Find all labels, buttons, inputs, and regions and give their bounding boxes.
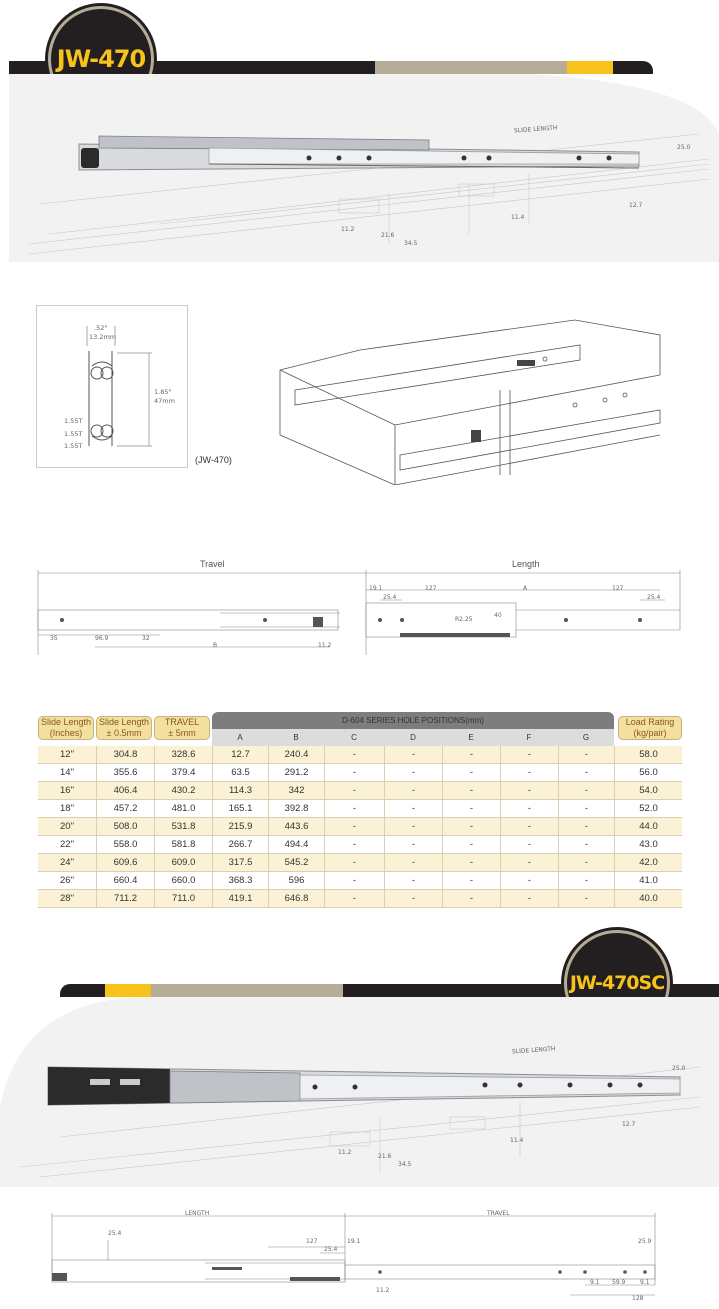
col-B: B: [268, 729, 324, 746]
table-cell: 545.2: [268, 854, 324, 872]
table-cell: 317.5: [212, 854, 268, 872]
height-in: 1.85": [154, 388, 172, 396]
thickness-2: 1.55T: [64, 430, 83, 438]
thickness-1: 1.55T: [64, 417, 83, 425]
side-drawing: [0, 555, 719, 665]
table-cell: -: [558, 782, 614, 800]
table-row: [38, 782, 682, 800]
dim-A: A: [523, 585, 528, 592]
slide-rendering-sc: [0, 997, 719, 1187]
bar-gray-b: [151, 984, 343, 997]
dim-19-1-b: 19.1: [347, 1238, 361, 1245]
table-cell: -: [324, 764, 384, 782]
table-cell: 328.6: [154, 746, 212, 764]
table-cell: 660.0: [154, 872, 212, 890]
table-cell: 392.8: [268, 800, 324, 818]
dim-34-5-b: 34.5: [398, 1161, 412, 1168]
table-cell: -: [558, 890, 614, 908]
table-cell: 379.4: [154, 764, 212, 782]
bar-gray: [375, 61, 567, 74]
dim-32: 32: [142, 635, 150, 642]
dim-127-a: 127: [425, 585, 437, 592]
table-cell: 20": [38, 818, 96, 836]
dim-25-4-b-b: 25.4: [324, 1246, 338, 1253]
table-cell: -: [442, 890, 500, 908]
side-drawing-lines: [0, 555, 719, 665]
dim-25-4-b: 25.4: [647, 594, 661, 601]
table-cell: -: [384, 746, 442, 764]
table-cell: 368.3: [212, 872, 268, 890]
spec-table-body: [38, 746, 682, 908]
table-cell: 18": [38, 800, 96, 818]
table-cell: -: [500, 782, 558, 800]
model-label-bottom: JW-470SC: [569, 972, 665, 994]
table-cell: -: [442, 818, 500, 836]
table-cell: -: [384, 800, 442, 818]
thickness-3: 1.55T: [64, 442, 83, 450]
col-F: F: [500, 729, 558, 746]
dim-11-2: 11.2: [318, 642, 332, 649]
table-cell: 443.6: [268, 818, 324, 836]
table-cell: 63.5: [212, 764, 268, 782]
table-cell: 291.2: [268, 764, 324, 782]
slide-length-label-b: SLIDE LENGTH: [511, 1045, 556, 1056]
travel-label: Travel: [200, 559, 225, 569]
table-cell: 58.0: [614, 746, 682, 764]
table-cell: -: [324, 890, 384, 908]
table-cell: 43.0: [614, 836, 682, 854]
table-row: [38, 854, 682, 872]
table-cell: -: [558, 746, 614, 764]
slide-rendering: [9, 74, 719, 262]
table-cell: -: [442, 836, 500, 854]
table-cell: 711.2: [96, 890, 154, 908]
table-cell: 457.2: [96, 800, 154, 818]
cross-section-box: [36, 305, 188, 468]
table-cell: -: [384, 782, 442, 800]
table-cell: -: [324, 800, 384, 818]
table-cell: 42.0: [614, 854, 682, 872]
header-travel: TRAVEL ± 5mm: [154, 716, 210, 740]
table-cell: -: [442, 800, 500, 818]
dim-12-7-b: 12.7: [622, 1121, 636, 1128]
table-cell: -: [442, 854, 500, 872]
table-cell: -: [500, 836, 558, 854]
table-cell: 406.4: [96, 782, 154, 800]
table-cell: -: [558, 872, 614, 890]
table-cell: -: [500, 764, 558, 782]
col-C: C: [324, 729, 384, 746]
header-slide-length: Slide Length (Inches): [38, 716, 94, 740]
table-cell: 558.0: [96, 836, 154, 854]
table-cell: -: [500, 872, 558, 890]
slide-length-label: SLIDE LENGTH: [513, 124, 558, 135]
dim-25-0-b: 25.0: [672, 1065, 686, 1072]
table-row: [38, 800, 682, 818]
dim-9-1-b: 9.1: [640, 1279, 650, 1286]
height-mm: 47mm: [154, 397, 175, 405]
header-hole-positions: D-604 SERIES HOLE POSITIONS(mm): [212, 712, 614, 729]
table-cell: -: [324, 836, 384, 854]
cross-section-caption: (JW-470): [195, 455, 232, 465]
table-cell: 646.8: [268, 890, 324, 908]
table-cell: -: [324, 818, 384, 836]
table-row: [38, 872, 682, 890]
dim-128: 128: [632, 1295, 644, 1302]
travel-label-b: TRAVEL: [487, 1210, 510, 1217]
length-label: Length: [512, 559, 540, 569]
dim-21-6: 21.6: [381, 232, 395, 239]
spec-table: [38, 712, 682, 908]
table-row: [38, 836, 682, 854]
table-cell: 481.0: [154, 800, 212, 818]
drawer-isometric-drawing: [275, 315, 665, 485]
table-cell: -: [442, 872, 500, 890]
table-cell: -: [384, 890, 442, 908]
table-cell: -: [324, 872, 384, 890]
table-cell: -: [558, 818, 614, 836]
table-cell: 44.0: [614, 818, 682, 836]
table-cell: -: [442, 746, 500, 764]
table-cell: 240.4: [268, 746, 324, 764]
bottom-side-drawing: [0, 1205, 719, 1309]
table-cell: -: [384, 854, 442, 872]
col-E: E: [442, 729, 500, 746]
model-label: JW-470: [56, 45, 146, 73]
dim-11-4: 11.4: [511, 214, 525, 221]
table-cell: 24": [38, 854, 96, 872]
table-cell: -: [558, 836, 614, 854]
table-row: [38, 890, 682, 908]
table-cell: 508.0: [96, 818, 154, 836]
table-cell: -: [384, 872, 442, 890]
table-cell: 531.8: [154, 818, 212, 836]
table-cell: 54.0: [614, 782, 682, 800]
bottom-side-lines: [0, 1205, 719, 1309]
table-cell: 342: [268, 782, 324, 800]
dim-21-6-b: 21.6: [378, 1153, 392, 1160]
width-mm: 13.2mm: [89, 333, 117, 341]
table-row: [38, 746, 682, 764]
table-cell: 40.0: [614, 890, 682, 908]
table-cell: 355.6: [96, 764, 154, 782]
table-cell: 26": [38, 872, 96, 890]
col-G: G: [558, 729, 614, 746]
table-cell: 165.1: [212, 800, 268, 818]
dim-40: 40: [494, 612, 502, 619]
table-cell: -: [500, 746, 558, 764]
table-cell: -: [558, 800, 614, 818]
length-label-b: LENGTH: [185, 1210, 210, 1217]
header-slide-length-mm: Slide Length ± 0.5mm: [96, 716, 152, 740]
table-cell: 266.7: [212, 836, 268, 854]
table-cell: 12.7: [212, 746, 268, 764]
bottom-product-image: [0, 997, 719, 1187]
table-cell: -: [558, 764, 614, 782]
bar-dark-left-b: [60, 984, 105, 997]
table-cell: -: [324, 854, 384, 872]
dim-11-4-b: 11.4: [510, 1137, 524, 1144]
cross-section-drawing: [37, 306, 187, 467]
table-cell: -: [324, 782, 384, 800]
table-cell: -: [500, 800, 558, 818]
table-cell: -: [442, 764, 500, 782]
bar-yellow: [567, 61, 613, 74]
dim-19-1: 19.1: [369, 585, 383, 592]
table-cell: -: [558, 854, 614, 872]
bar-yellow-b: [105, 984, 151, 997]
table-cell: -: [324, 746, 384, 764]
table-cell: 16": [38, 782, 96, 800]
table-cell: 114.3: [212, 782, 268, 800]
dim-35: 35: [50, 635, 58, 642]
header-load-rating: Load Rating (kg/pair): [618, 716, 682, 740]
table-cell: 581.8: [154, 836, 212, 854]
col-A: A: [212, 729, 268, 746]
bar-dark-end: [613, 61, 653, 74]
table-cell: 41.0: [614, 872, 682, 890]
dim-127-b: 127: [612, 585, 624, 592]
dim-12-7: 12.7: [629, 202, 643, 209]
table-row: [38, 818, 682, 836]
table-cell: 12": [38, 746, 96, 764]
dim-127-b2: 127: [306, 1238, 318, 1245]
table-cell: 596: [268, 872, 324, 890]
dim-11-2: 11.2: [341, 226, 355, 233]
table-cell: 56.0: [614, 764, 682, 782]
dim-25-0: 25.0: [677, 144, 691, 151]
table-cell: 660.4: [96, 872, 154, 890]
dim-r2-25: R2.25: [455, 616, 473, 623]
dim-96-9: 96.9: [95, 635, 109, 642]
dim-25-4-a: 25.4: [383, 594, 397, 601]
table-cell: 609.6: [96, 854, 154, 872]
table-row: [38, 764, 682, 782]
table-cell: 215.9: [212, 818, 268, 836]
table-cell: -: [500, 818, 558, 836]
dim-34-5: 34.5: [404, 240, 418, 247]
table-cell: 430.2: [154, 782, 212, 800]
width-in: .52": [94, 324, 108, 332]
dim-25-4-a-b: 25.4: [108, 1230, 122, 1237]
top-product-image: [9, 74, 719, 262]
table-cell: -: [500, 890, 558, 908]
table-cell: -: [384, 818, 442, 836]
dim-11-2-b2: 11.2: [376, 1287, 390, 1294]
dim-9-1-a: 9.1: [590, 1279, 600, 1286]
table-cell: 14": [38, 764, 96, 782]
table-cell: -: [500, 854, 558, 872]
table-cell: -: [384, 836, 442, 854]
dim-25-9-b: 25.9: [638, 1238, 652, 1245]
table-cell: 711.0: [154, 890, 212, 908]
table-cell: 494.4: [268, 836, 324, 854]
table-cell: 304.8: [96, 746, 154, 764]
table-cell: -: [384, 764, 442, 782]
dim-B: B: [213, 642, 218, 649]
table-cell: 28": [38, 890, 96, 908]
table-cell: 609.0: [154, 854, 212, 872]
col-D: D: [384, 729, 442, 746]
table-cell: 22": [38, 836, 96, 854]
table-cell: -: [442, 782, 500, 800]
table-cell: 419.1: [212, 890, 268, 908]
dim-59-9: 59.9: [612, 1279, 626, 1286]
table-cell: 52.0: [614, 800, 682, 818]
dim-11-2-b: 11.2: [338, 1149, 352, 1156]
